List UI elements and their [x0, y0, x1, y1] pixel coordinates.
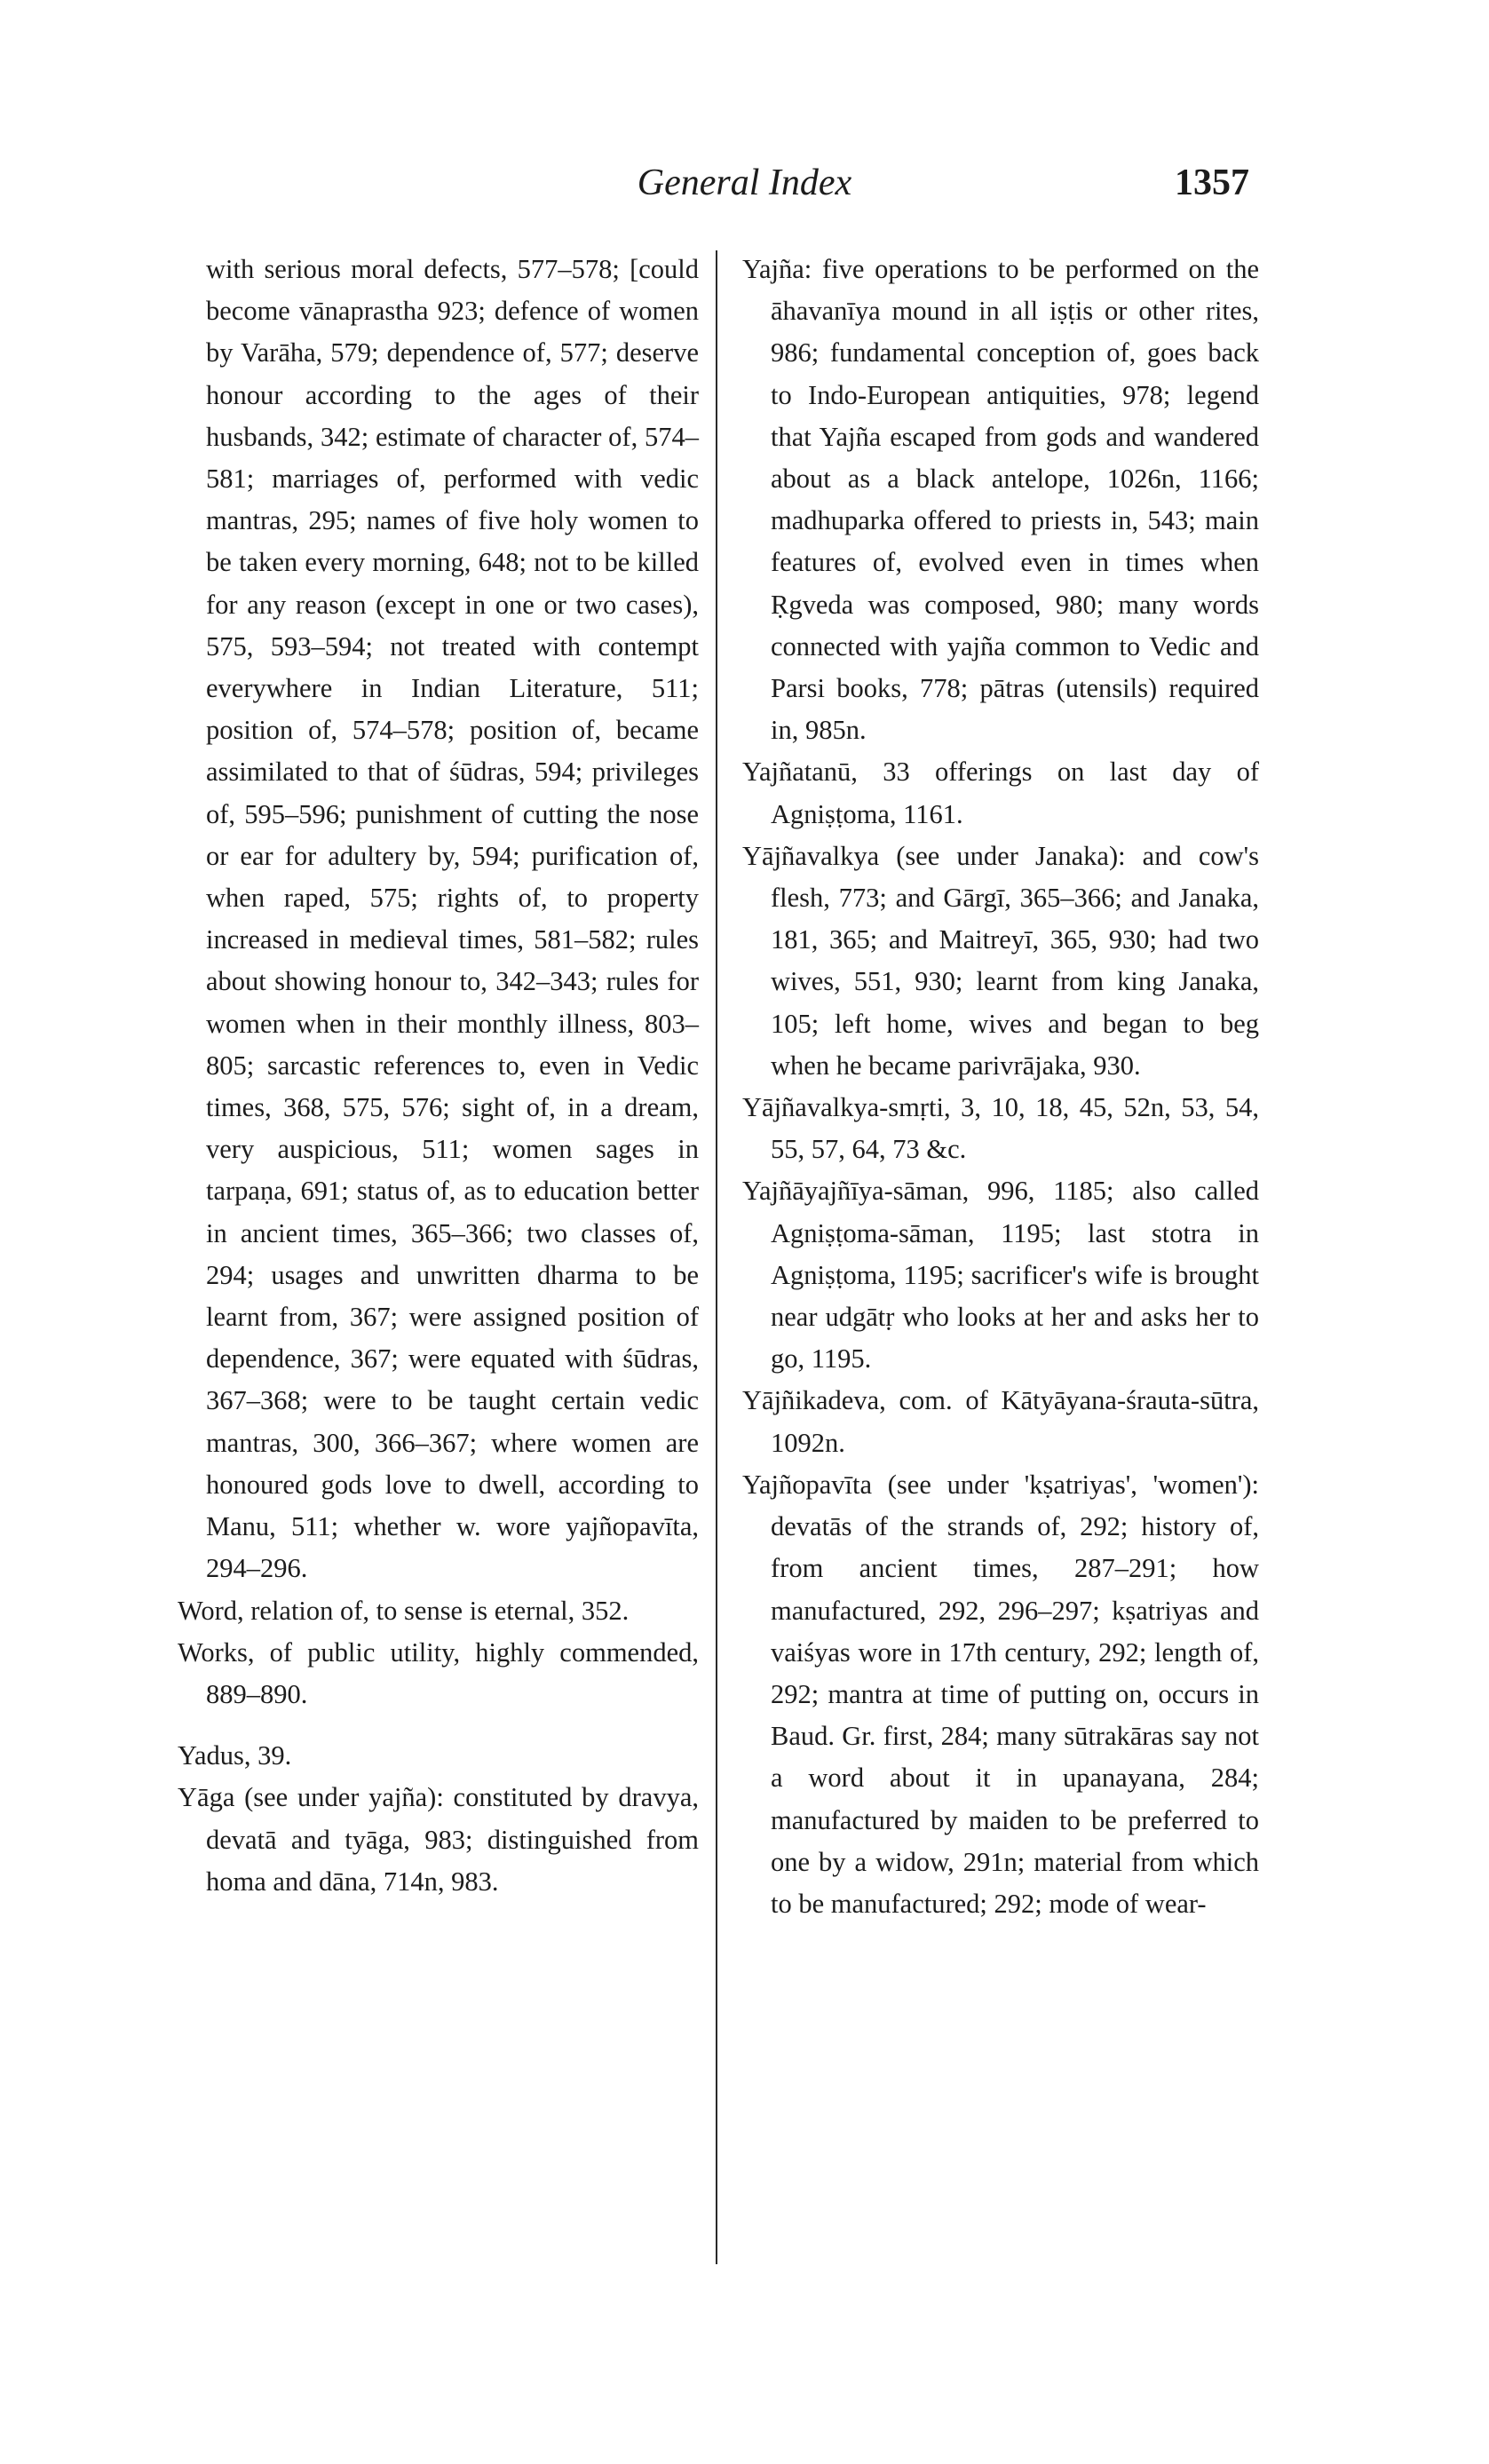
index-entry: Yāga (see under yajña): constituted by dravya, devatā and tyāga, 983; distinguished from homa and dāna, 714n, 983. [178, 1782, 699, 1897]
index-entry: with serious moral defects, 577–578; [could become vānaprastha 923; defence of women by Varāha, 579; dependence of, 577; deserve honour according to the ages of their husbands, 342; estimate of character of, 574–581; marriages of, performed with vedic mantras, 295; names of five holy women to be taken every morning, 648; not to be killed for any reason (except in one or two cases), 575, 593–594; not treated with contempt everywhere in Indian Literature, 511; position of, 574–578; position of, became assimilated to that of śūdras, 594; privileges of, 595–596; punishment of cutting the nose or ear for adultery by, 594; purification of, when raped, 575; rights of, to property increased in medieval times, 581–582; rules about showing honour to, 342–343; rules for women when in their monthly illness, 803–805; sarcastic references to, even in Vedic times, 368, 575, 576; sight of, in a dream, very auspicious, 511; women sages in tarpaṇa, 691; status of, as to education better in ancient times, 365–366; two classes of, 294; usages and unwritten dharma to be learnt from, 367; were assigned position of dependence, 367; were equated with śūdras, 367–368; were to be taught certain vedic mantras, 300, 366–367; where women are honoured gods love to dwell, according to Manu, 511; whether w. wore yajñopavīta, 294–296. [206, 254, 699, 1584]
index-entry: Yajñāyajñīya-sāman, 996, 1185; also called Agniṣṭoma-sāman, 1195; last stotra in Agniṣṭoma, 1195; sacrificer's wife is brought near udgātṛ who looks at her and asks her to go, 1195. [742, 1176, 1259, 1375]
index-entry: Yajñopavīta (see under 'kṣatriyas', 'women'): devatās of the strands of, 292; history of, from ancient times, 287–291; how manufactured, 292, 296–297; kṣatriyas and vaiśyas wore in 17th century, 292; length of, 292; mantra at time of putting on, occurs in Baud. Gr. first, 284; many sūtrakāras say not a word about it in upanayana, 284; manufactured by maiden to be preferred to one by a widow, 291n; material from which to be manufactured; 292; mode of wear- [742, 1469, 1259, 1919]
right-column [742, 249, 1259, 1925]
running-title: General Index [637, 162, 852, 203]
index-entry: Yājñavalkya (see under Janaka): and cow's flesh, 773; and Gārgī, 365–366; and Janaka, 181, 365; and Maitreyī, 365, 930; had two wives, 551, 930; learnt from king Janaka, 105; left home, wives and began to beg when he became parivrājaka, 930. [742, 840, 1259, 1081]
column-divider [716, 250, 717, 2264]
index-entry: Yājñavalkya-smṛti, 3, 10, 18, 45, 52n, 53, 54, 55, 57, 64, 73 &c. [742, 1092, 1259, 1165]
page-number: 1357 [1175, 162, 1249, 203]
index-entry: Word, relation of, to sense is eternal, 352. [178, 1595, 630, 1626]
index-entry: Yajñatanū, 33 offerings on last day of Agniṣṭoma, 1161. [742, 757, 1259, 829]
left-column [178, 249, 699, 1903]
index-entry: Yājñikadeva, com. of Kātyāyana-śrauta-sūtra, 1092n. [742, 1385, 1259, 1458]
index-entry: Works, of public utility, highly commended, 889–890. [178, 1636, 699, 1709]
index-entry: Yajña: five operations to be performed on the āhavanīya mound in all iṣṭis or other rites, 986; fundamental conception of, goes back to Indo-European antiquities, 978; legend that Yajña escaped from gods and wandered about as a black antelope, 1026n, 1166; madhuparka offered to priests in, 543; main features of, evolved even in times when Ṛgveda was composed, 980; many words connected with yajña common to Vedic and Parsi books, 778; pātras (utensils) required in, 985n. [742, 254, 1259, 746]
index-entry: Yadus, 39. [178, 1740, 292, 1771]
